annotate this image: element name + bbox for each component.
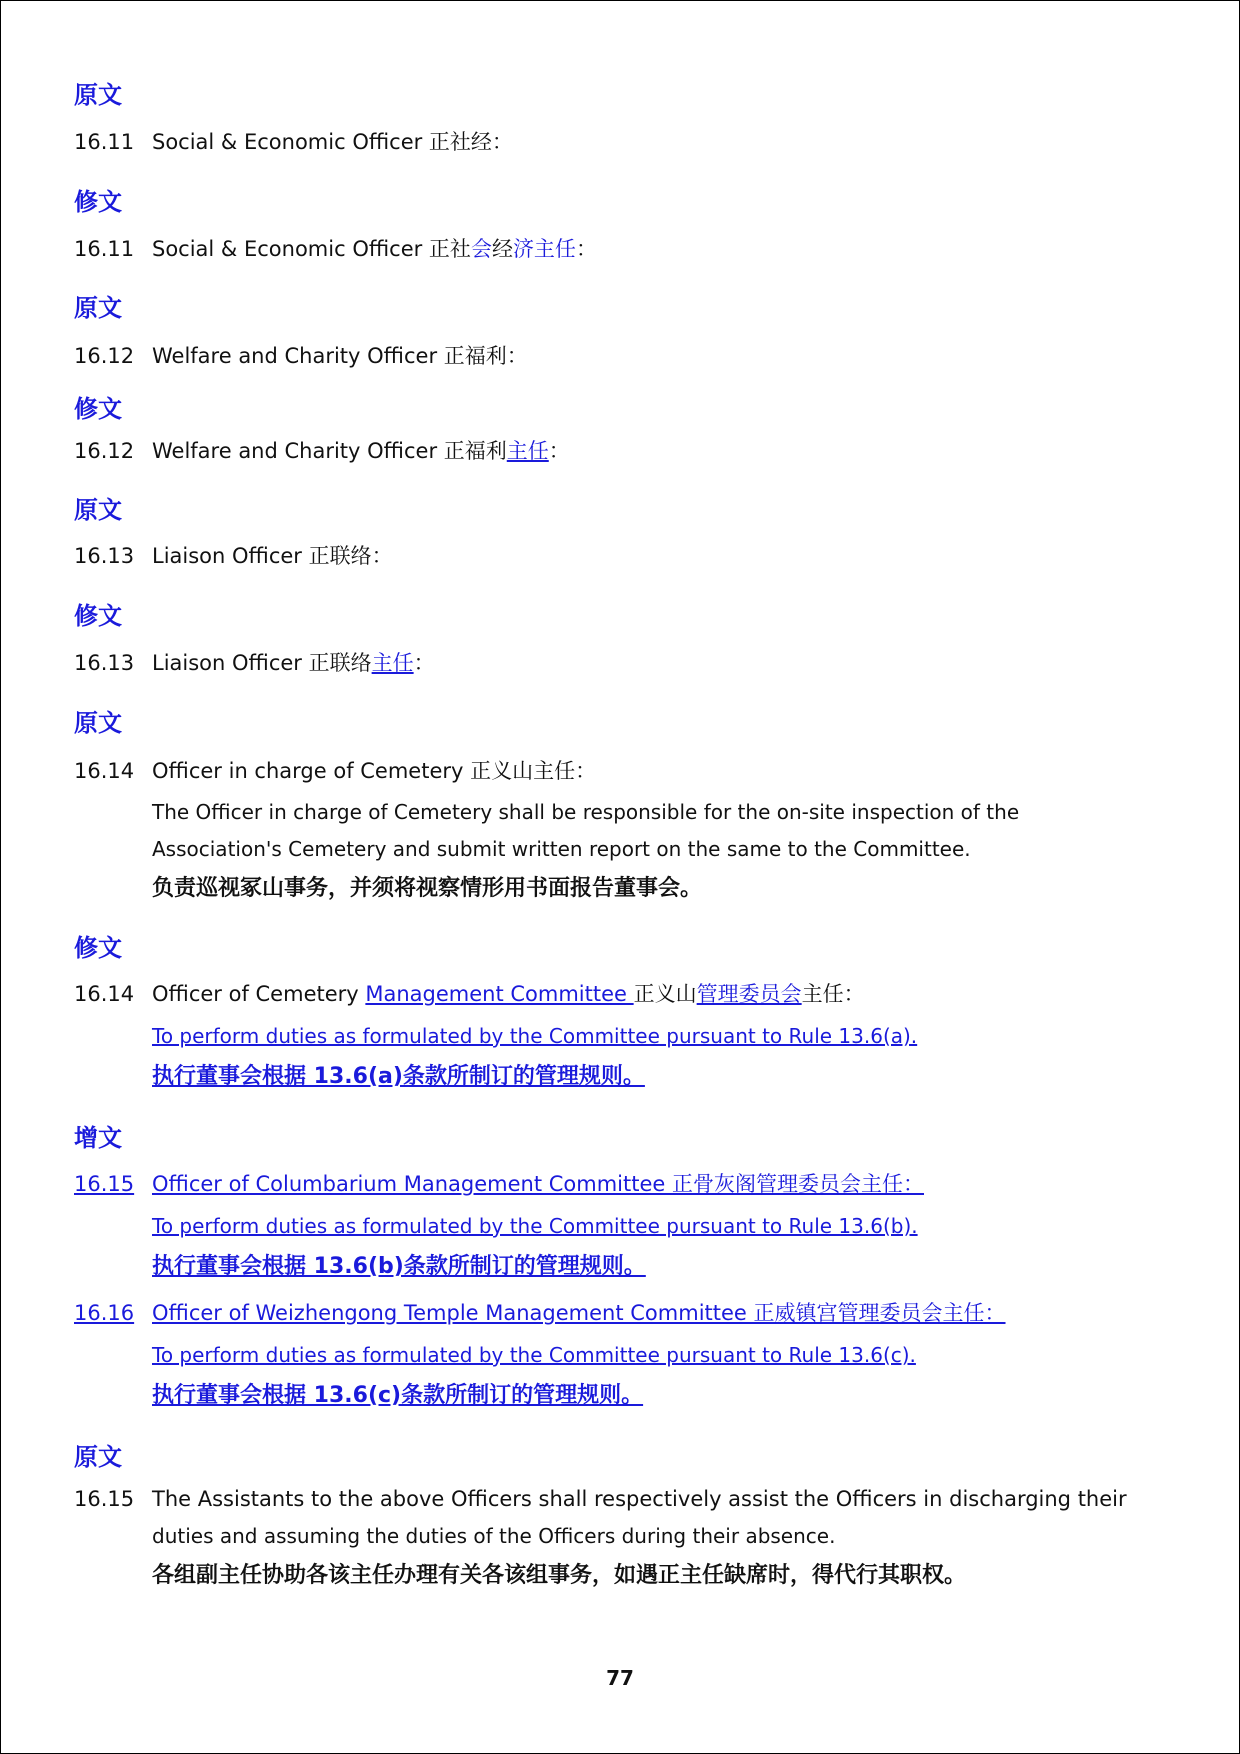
clause-number: 16.15 <box>74 1487 135 1511</box>
clause-number: 16.16 <box>74 1301 135 1325</box>
heading-original-4: 原文 <box>74 709 122 737</box>
inserted-text: Management Committee <box>365 982 634 1006</box>
clause-16-13-original <box>74 542 393 570</box>
heading-revised-1: 修文 <box>74 188 122 216</box>
heading-original-5: 原文 <box>74 1443 122 1471</box>
clause-text: 经 <box>491 237 513 261</box>
clause-16-14-revised <box>74 980 865 1008</box>
clause-16-14-revised-chinese: 执行董事会根据 13.6(a)条款所制订的管理规则。 <box>152 1064 645 1089</box>
clause-text: Social & Economic Officer 正社 <box>152 237 471 261</box>
clause-16-14-english-1: The Officer in charge of Cemetery shall be responsible for the on-site inspection of the <box>152 800 1020 824</box>
heading-revised-2: 修文 <box>74 395 122 423</box>
clause-text: Social & Economic Officer 正社经： <box>152 130 513 154</box>
inserted-text: 会 <box>470 237 492 261</box>
inserted-text: 主任 <box>371 651 414 675</box>
clause-16-15-original <box>74 1485 1127 1513</box>
clause-16-16-added <box>74 1299 1006 1327</box>
clause-text: Liaison Officer 正联络 <box>152 651 372 675</box>
clause-number: 16.12 <box>74 439 135 463</box>
clause-number: 16.13 <box>74 544 135 568</box>
clause-16-14-original <box>74 757 596 785</box>
clause-text: Officer of Weizhengong Temple Management Committee 正威镇宫管理委员会主任： <box>152 1301 1006 1325</box>
heading-revised-3: 修文 <box>74 602 122 630</box>
clause-text: Officer of Columbarium Management Committee 正骨灰阁管理委员会主任： <box>152 1172 924 1196</box>
clause-number: 16.12 <box>74 344 135 368</box>
clause-text: The Assistants to the above Officers shall respectively assist the Officers in discharging their <box>152 1487 1127 1511</box>
clause-number: 16.13 <box>74 651 135 675</box>
clause-16-13-revised <box>74 649 435 677</box>
clause-16-11-original <box>74 128 513 156</box>
clause-number: 16.11 <box>74 237 135 261</box>
clause-16-15-added-chinese: 执行董事会根据 13.6(b)条款所制订的管理规则。 <box>152 1254 646 1279</box>
clause-16-16-added-english: To perform duties as formulated by the Committee pursuant to Rule 13.6(c). <box>152 1343 916 1367</box>
clause-text: ： <box>548 439 570 463</box>
clause-text: Liaison Officer 正联络： <box>152 544 393 568</box>
clause-16-12-revised <box>74 437 570 465</box>
clause-16-15-english-2: duties and assuming the duties of the Officers during their absence. <box>152 1524 836 1548</box>
clause-16-15-added <box>74 1170 924 1198</box>
inserted-text: 主任 <box>506 439 549 463</box>
clause-16-11-revised <box>74 235 597 263</box>
heading-original-3: 原文 <box>74 496 122 524</box>
clause-text: Welfare and Charity Officer 正福利 <box>152 439 507 463</box>
clause-text: Welfare and Charity Officer 正福利： <box>152 344 528 368</box>
clause-16-15-chinese: 各组副主任协助各该主任办理有关各该组事务，如遇正主任缺席时，得代行其职权。 <box>152 1563 967 1588</box>
heading-original-2: 原文 <box>74 294 122 322</box>
clause-text: Officer of Cemetery <box>152 982 366 1006</box>
page-number: 77 <box>606 1666 634 1690</box>
clause-number: 16.14 <box>74 759 135 783</box>
clause-text: ： <box>575 237 597 261</box>
clause-16-16-added-chinese: 执行董事会根据 13.6(c)条款所制订的管理规则。 <box>152 1383 644 1408</box>
clause-number: 16.11 <box>74 130 135 154</box>
clause-number: 16.15 <box>74 1172 135 1196</box>
clause-16-14-english-2: Association's Cemetery and submit written report on the same to the Committee. <box>152 837 971 861</box>
clause-16-14-chinese: 负责巡视冢山事务，并须将视察情形用书面报告董事会。 <box>152 876 703 901</box>
inserted-text: 济主任 <box>512 237 576 261</box>
heading-revised-4: 修文 <box>74 934 122 962</box>
clause-number: 16.14 <box>74 982 135 1006</box>
clause-text: ： <box>413 651 435 675</box>
clause-16-15-added-english: To perform duties as formulated by the Committee pursuant to Rule 13.6(b). <box>152 1214 918 1238</box>
clause-text: 主任： <box>801 982 865 1006</box>
heading-added: 增文 <box>74 1124 122 1152</box>
clause-text: 正义山 <box>633 982 697 1006</box>
inserted-text: 管理委员会 <box>696 982 802 1006</box>
clause-16-14-revised-english: To perform duties as formulated by the Committee pursuant to Rule 13.6(a). <box>152 1024 918 1048</box>
clause-16-12-original <box>74 342 528 370</box>
clause-text: Officer in charge of Cemetery 正义山主任： <box>152 759 597 783</box>
heading-original-1: 原文 <box>74 81 122 109</box>
